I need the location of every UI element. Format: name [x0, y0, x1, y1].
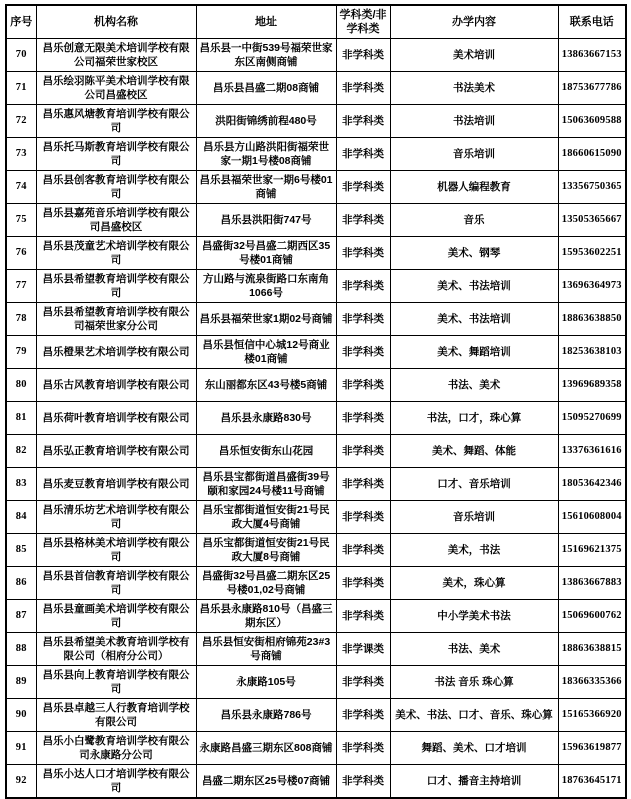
cell-no: 80	[6, 369, 36, 402]
cell-address: 昌乐宝都街道恒安街21号民政大厦8号商铺	[196, 534, 336, 567]
col-header-address: 地址	[196, 5, 336, 39]
cell-no: 91	[6, 732, 36, 765]
cell-category: 非学科类	[336, 468, 390, 501]
cell-content: 书法培训	[390, 105, 558, 138]
cell-name: 昌乐县希望教育培训学校有限公司福荣世家分公司	[36, 303, 196, 336]
table-row	[6, 699, 626, 732]
cell-name: 昌乐县格林美术培训学校有限公司	[36, 534, 196, 567]
table-row	[6, 171, 626, 204]
cell-category: 非学科类	[336, 402, 390, 435]
table-body	[6, 39, 626, 799]
cell-address: 昌乐县宝都街道昌盛街39号颐和家园24号楼11号商铺	[196, 468, 336, 501]
cell-address: 东山丽都东区43号楼5商铺	[196, 369, 336, 402]
cell-address: 永康路105号	[196, 666, 336, 699]
cell-no: 86	[6, 567, 36, 600]
cell-category: 非学科类	[336, 204, 390, 237]
table-row	[6, 435, 626, 468]
cell-content: 音乐	[390, 204, 558, 237]
cell-phone: 18366335366	[558, 666, 626, 699]
cell-address: 洪阳街锦绣前程480号	[196, 105, 336, 138]
cell-category: 非学科类	[336, 105, 390, 138]
cell-no: 81	[6, 402, 36, 435]
table-row	[6, 402, 626, 435]
table-row	[6, 501, 626, 534]
cell-name: 昌乐绘羽陈平美术培训学校有限公司昌盛校区	[36, 72, 196, 105]
cell-no: 85	[6, 534, 36, 567]
cell-category: 非学科类	[336, 501, 390, 534]
cell-address: 昌盛二期东区25号楼07商铺	[196, 765, 336, 799]
cell-phone: 15610608004	[558, 501, 626, 534]
cell-name: 昌乐小白鹭教育培训学校有限公司永康路分公司	[36, 732, 196, 765]
cell-phone: 13505365667	[558, 204, 626, 237]
cell-content: 书法 音乐 珠心算	[390, 666, 558, 699]
cell-content: 美术、书法培训	[390, 270, 558, 303]
cell-phone: 13969689358	[558, 369, 626, 402]
cell-name: 昌乐麦豆教育培训学校有限公司	[36, 468, 196, 501]
cell-phone: 18660615090	[558, 138, 626, 171]
cell-content: 音乐培训	[390, 138, 558, 171]
table-row	[6, 270, 626, 303]
cell-content: 美术、书法、口才、音乐、珠心算	[390, 699, 558, 732]
cell-no: 84	[6, 501, 36, 534]
cell-category: 非学科类	[336, 138, 390, 171]
cell-content: 美术、书法培训	[390, 303, 558, 336]
cell-category: 非学科类	[336, 567, 390, 600]
cell-no: 74	[6, 171, 36, 204]
cell-content: 美术、钢琴	[390, 237, 558, 270]
cell-no: 83	[6, 468, 36, 501]
cell-content: 口才、播音主持培训	[390, 765, 558, 799]
cell-name: 昌乐清乐坊艺术培训学校有限公司	[36, 501, 196, 534]
col-header-phone: 联系电话	[558, 5, 626, 39]
cell-address: 昌乐县福荣世家一期6号楼01商铺	[196, 171, 336, 204]
cell-phone: 13376361616	[558, 435, 626, 468]
cell-phone: 15069600762	[558, 600, 626, 633]
cell-name: 昌乐惠风塘教育培训学校有限公司	[36, 105, 196, 138]
cell-content: 美术、舞蹈、体能	[390, 435, 558, 468]
table-row	[6, 732, 626, 765]
cell-no: 88	[6, 633, 36, 666]
cell-phone: 18053642346	[558, 468, 626, 501]
cell-category: 非学科类	[336, 171, 390, 204]
cell-address: 昌乐县昌盛二期08商铺	[196, 72, 336, 105]
table-row	[6, 105, 626, 138]
cell-no: 92	[6, 765, 36, 799]
table-row	[6, 303, 626, 336]
cell-name: 昌乐橙果艺术培训学校有限公司	[36, 336, 196, 369]
cell-address: 昌乐县方山路洪阳街福荣世家一期1号楼08商铺	[196, 138, 336, 171]
cell-content: 美术、舞蹈培训	[390, 336, 558, 369]
cell-no: 76	[6, 237, 36, 270]
table-row	[6, 765, 626, 799]
cell-name: 昌乐创意无限美术培训学校有限公司福荣世家校区	[36, 39, 196, 72]
cell-address: 昌乐县恒信中心城12号商业楼01商铺	[196, 336, 336, 369]
cell-address: 昌盛街32号昌盛二期东区25号楼01,02号商铺	[196, 567, 336, 600]
cell-address: 昌乐宝都街道恒安街21号民政大厦4号商铺	[196, 501, 336, 534]
cell-content: 机器人编程教育	[390, 171, 558, 204]
cell-no: 72	[6, 105, 36, 138]
cell-address: 昌乐恒安街东山花园	[196, 435, 336, 468]
cell-address: 昌乐县福荣世家1期02号商铺	[196, 303, 336, 336]
cell-content: 书法、美术	[390, 633, 558, 666]
cell-address: 昌乐县洪阳街747号	[196, 204, 336, 237]
cell-name: 昌乐小达人口才培训学校有限公司	[36, 765, 196, 799]
table-row	[6, 204, 626, 237]
cell-no: 89	[6, 666, 36, 699]
cell-category: 非学科类	[336, 435, 390, 468]
cell-content: 音乐培训	[390, 501, 558, 534]
cell-address: 永康路昌盛三期东区808商铺	[196, 732, 336, 765]
cell-content: 书法，口才，珠心算	[390, 402, 558, 435]
cell-category: 非学科类	[336, 303, 390, 336]
institutions-table	[5, 4, 627, 799]
cell-phone: 15169621375	[558, 534, 626, 567]
cell-phone: 15953602251	[558, 237, 626, 270]
cell-no: 78	[6, 303, 36, 336]
cell-no: 90	[6, 699, 36, 732]
cell-no: 87	[6, 600, 36, 633]
cell-name: 昌乐县童画美术培训学校有限公司	[36, 600, 196, 633]
table-row	[6, 336, 626, 369]
cell-category: 非学科类	[336, 39, 390, 72]
cell-content: 舞蹈、美术、口才培训	[390, 732, 558, 765]
cell-phone: 15963619877	[558, 732, 626, 765]
table-row	[6, 600, 626, 633]
col-header-category: 学科类/非学科类	[336, 5, 390, 39]
cell-name: 昌乐县卓越三人行教育培训学校有限公司	[36, 699, 196, 732]
cell-address: 昌乐县恒安街相府锦苑23#3号商铺	[196, 633, 336, 666]
cell-category: 非学科类	[336, 666, 390, 699]
cell-phone: 18753677786	[558, 72, 626, 105]
cell-phone: 15095270699	[558, 402, 626, 435]
table-row	[6, 72, 626, 105]
cell-name: 昌乐县茂童艺术培训学校有限公司	[36, 237, 196, 270]
cell-no: 77	[6, 270, 36, 303]
cell-phone: 15165366920	[558, 699, 626, 732]
cell-phone: 13356750365	[558, 171, 626, 204]
cell-no: 79	[6, 336, 36, 369]
cell-category: 非学科类	[336, 336, 390, 369]
table-row	[6, 138, 626, 171]
cell-content: 中小学美术书法	[390, 600, 558, 633]
header-row	[6, 5, 626, 39]
cell-name: 昌乐县向上教育培训学校有限公司	[36, 666, 196, 699]
table-row	[6, 468, 626, 501]
cell-content: 美术，书法	[390, 534, 558, 567]
cell-name: 昌乐古风教育培训学校有限公司	[36, 369, 196, 402]
col-header-name: 机构名称	[36, 5, 196, 39]
table-row	[6, 666, 626, 699]
cell-category: 非学科类	[336, 732, 390, 765]
cell-no: 71	[6, 72, 36, 105]
cell-category: 非学科类	[336, 534, 390, 567]
cell-category: 非学科类	[336, 699, 390, 732]
col-header-no: 序号	[6, 5, 36, 39]
cell-phone: 18763645171	[558, 765, 626, 799]
cell-category: 非学科类	[336, 600, 390, 633]
cell-phone: 18863638815	[558, 633, 626, 666]
cell-category: 非学科类	[336, 765, 390, 799]
cell-category: 非学科类	[336, 237, 390, 270]
cell-name: 昌乐托马斯教育培训学校有限公司	[36, 138, 196, 171]
cell-phone: 18863638850	[558, 303, 626, 336]
cell-name: 昌乐县嘉苑音乐培训学校有限公司昌盛校区	[36, 204, 196, 237]
cell-phone: 18253638103	[558, 336, 626, 369]
cell-category: 非学科类	[336, 369, 390, 402]
table-row	[6, 237, 626, 270]
table-row	[6, 567, 626, 600]
cell-address: 昌乐县一中街539号福荣世家东区南侧商铺	[196, 39, 336, 72]
table-row	[6, 534, 626, 567]
cell-content: 书法、美术	[390, 369, 558, 402]
cell-address: 昌盛街32号昌盛二期西区35号楼01商铺	[196, 237, 336, 270]
cell-name: 昌乐荷叶教育培训学校有限公司	[36, 402, 196, 435]
cell-content: 口才、音乐培训	[390, 468, 558, 501]
cell-address: 方山路与流泉街路口东南角1066号	[196, 270, 336, 303]
cell-no: 75	[6, 204, 36, 237]
cell-category: 非学课类	[336, 633, 390, 666]
cell-no: 70	[6, 39, 36, 72]
table-row	[6, 39, 626, 72]
cell-no: 73	[6, 138, 36, 171]
cell-no: 82	[6, 435, 36, 468]
cell-content: 书法美术	[390, 72, 558, 105]
table-row	[6, 369, 626, 402]
cell-category: 非学科类	[336, 72, 390, 105]
cell-phone: 13696364973	[558, 270, 626, 303]
cell-address: 昌乐县永康路786号	[196, 699, 336, 732]
table-row	[6, 633, 626, 666]
cell-name: 昌乐县希望教育培训学校有限公司	[36, 270, 196, 303]
cell-name: 昌乐县希望美术教育培训学校有限公司（相府分公司）	[36, 633, 196, 666]
cell-phone: 13863667153	[558, 39, 626, 72]
cell-content: 美术培训	[390, 39, 558, 72]
cell-name: 昌乐县首信教育培训学校有限公司	[36, 567, 196, 600]
cell-content: 美术，珠心算	[390, 567, 558, 600]
col-header-content: 办学内容	[390, 5, 558, 39]
cell-name: 昌乐县创客教育培训学校有限公司	[36, 171, 196, 204]
cell-address: 昌乐县永康路810号（昌盛三期东区）	[196, 600, 336, 633]
cell-category: 非学科类	[336, 270, 390, 303]
cell-phone: 13863667883	[558, 567, 626, 600]
cell-name: 昌乐弘正教育培训学校有限公司	[36, 435, 196, 468]
cell-address: 昌乐县永康路830号	[196, 402, 336, 435]
cell-phone: 15063609588	[558, 105, 626, 138]
